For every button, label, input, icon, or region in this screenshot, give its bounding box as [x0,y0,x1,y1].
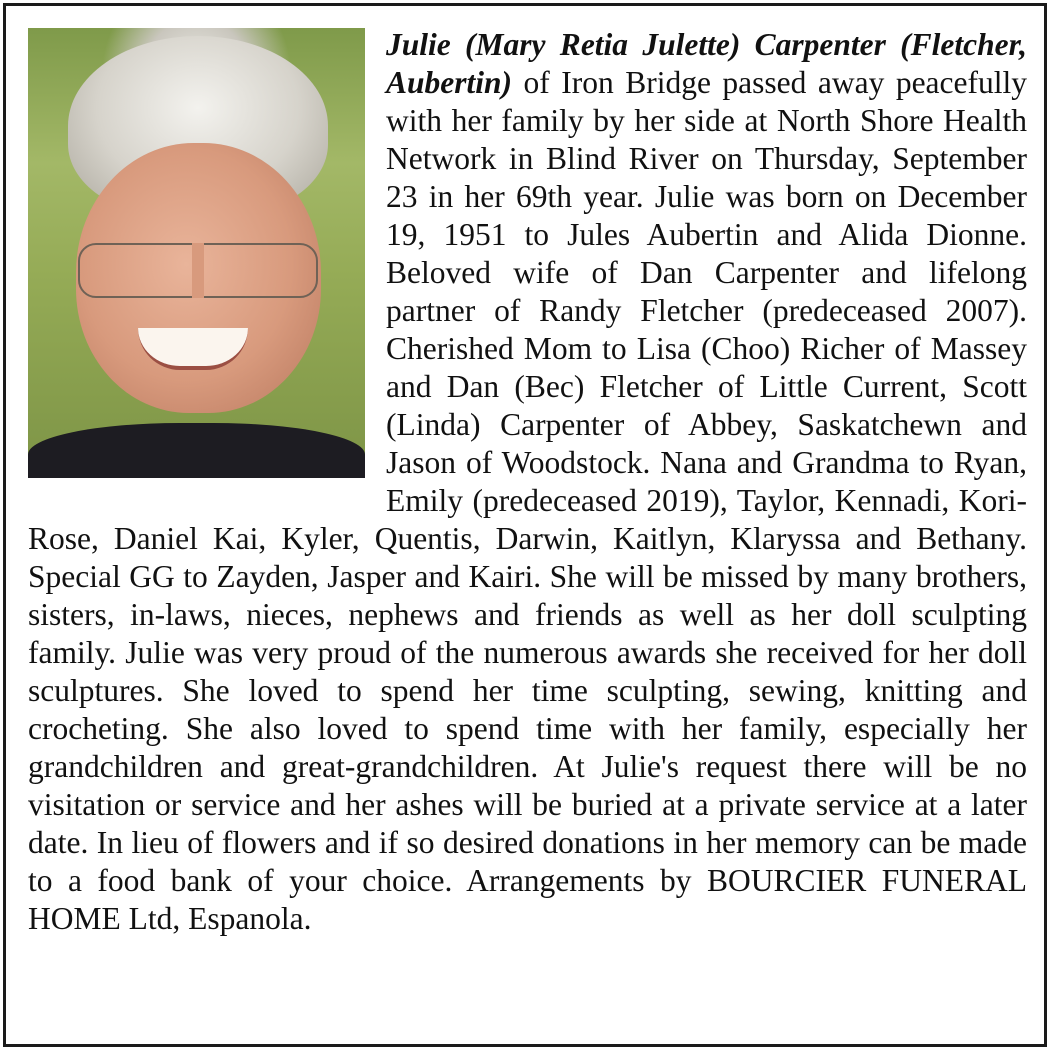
photo-wrap-spacer [28,26,386,496]
obituary-notice [3,3,1047,1047]
deceased-name: Julie (Mary Retia Julette) Carpenter (Fletcher, Aubertin) [386,27,1027,100]
obituary-text [28,26,1027,938]
obituary-body: of Iron Bridge passed away peacefully with her family by her side at North Shore Health Network in Blind River on Thursday, September 23 in her 69th year. Julie was born on December 19, 1951 to Jules Aubertin and Alida Dionne. Beloved wife of Dan Carpenter and lifelong partner of Randy Fletcher (predeceased 2007). Cherished Mom to Lisa (Choo) Richer of Massey and Dan (Bec) Fletcher of Little Current, Scott (Linda) Carpenter of Abbey, Saskatchewn and Jason of Woodstock. Nana and Grandma to Ryan, Emily (predeceased 2019), Taylor, Kennadi, Kori-Rose, Daniel Kai, Kyler, Quentis, Darwin, Kaitlyn, Klaryssa and Bethany. Special GG to Zayden, Jasper and Kairi. She will be missed by many brothers, sisters, in-laws, nieces, nephews and friends as well as her doll sculpting family. Julie was very proud of the numerous awards she received for her doll sculptures. She loved to spend her time sculpting, sewing, knitting and crocheting. She also loved to spend time with her family, especially her grandchildren and great-grandchildren. At Julie's request there will be no visitation or service and her ashes will be buried at a private service at a later date. In lieu of flowers and if so desired donations in her memory can be made to a food bank of your choice. Arrangements by BOURCIER FUNERAL HOME Ltd, Espanola. [28,65,1027,936]
